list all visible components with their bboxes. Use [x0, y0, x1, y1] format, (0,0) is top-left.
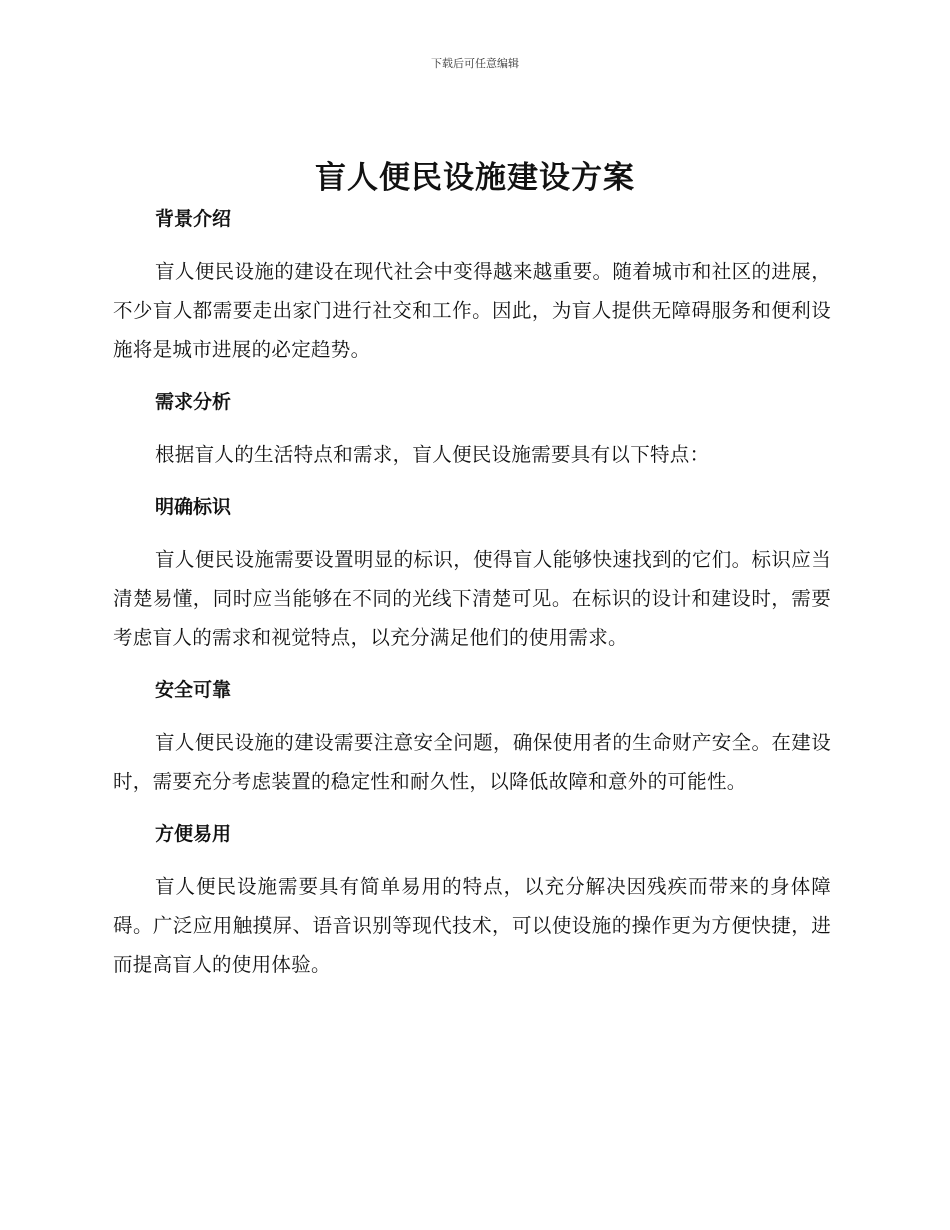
section-paragraph-ease-of-use: 盲人便民设施需要具有简单易用的特点，以充分解决因残疾而带来的身体障碍。广泛应用触摸屏、语音识别等现代技术，可以使设施的操作更为方便快捷，进而提高盲人的使用体验。 [113, 875, 831, 976]
section-heading-safety: 安全可靠 [155, 679, 232, 701]
section-paragraph-safety: 盲人便民设施的建设需要注意安全问题，确保使用者的生命财产安全。在建设时，需要充分考虑装置的稳定性和耐久性，以降低故障和意外的可能性。 [113, 731, 831, 793]
section-paragraph-needs: 根据盲人的生活特点和需求，盲人便民设施需要具有以下特点： [155, 443, 710, 466]
section-heading-background: 背景介绍 [155, 208, 232, 230]
section-heading-ease-of-use: 方便易用 [155, 823, 232, 845]
header-note: 下载后可任意编辑 [431, 57, 519, 70]
section-heading-needs: 需求分析 [155, 391, 232, 413]
section-heading-clear-signage: 明确标识 [155, 496, 232, 518]
section-paragraph-clear-signage: 盲人便民设施需要设置明显的标识，使得盲人能够快速找到的它们。标识应当清楚易懂，同时应当能够在不同的光线下清楚可见。在标识的设计和建设时，需要考虑盲人的需求和视觉特点，以充分满足他们的使用需求。 [113, 548, 831, 649]
document-body [113, 200, 831, 984]
section-paragraph-background: 盲人便民设施的建设在现代社会中变得越来越重要。随着城市和社区的进展，不少盲人都需要走出家门进行社交和工作。因此，为盲人提供无障碍服务和便利设施将是城市进展的必定趋势。 [113, 260, 831, 361]
document-title: 盲人便民设施建设方案 [315, 160, 635, 196]
